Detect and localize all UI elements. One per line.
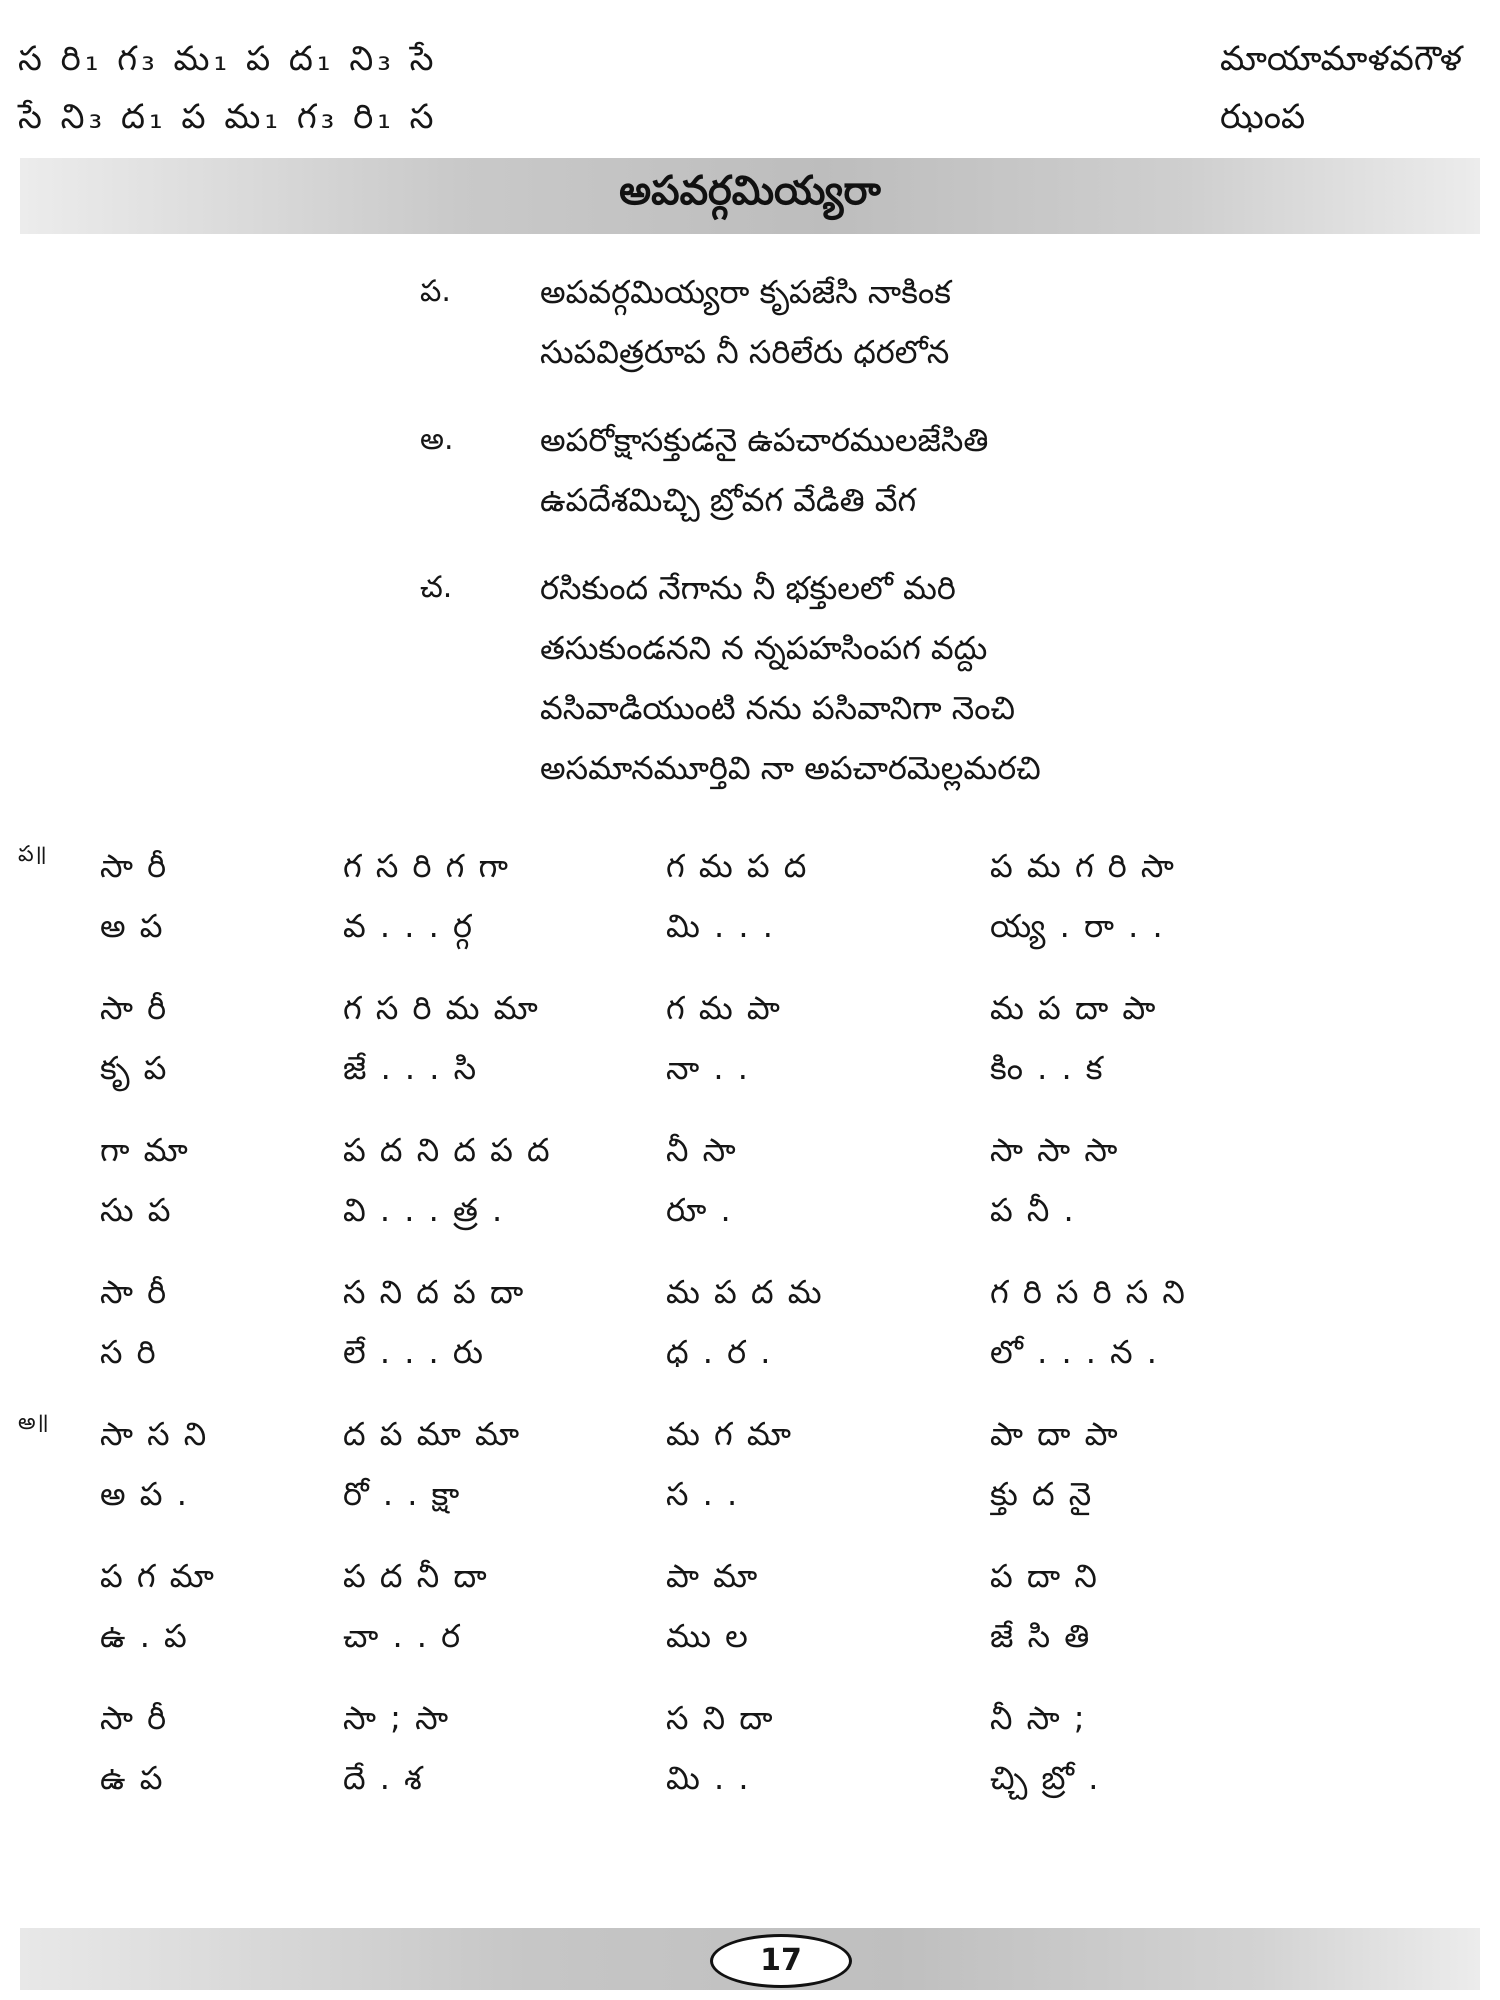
swara-cell: పా దా పా: [990, 1415, 1120, 1453]
swara-cell: సా రీ: [100, 989, 169, 1027]
anupallavi-lyrics: [420, 410, 1120, 530]
sahitya-cell: కృ ప: [100, 1049, 169, 1087]
sahitya-cell: మి . .: [666, 1759, 751, 1797]
swara-cell: ప దా ని: [990, 1557, 1099, 1595]
notation-block: [18, 1120, 1318, 1262]
section-marker: చ.: [420, 570, 453, 605]
scale-block: [18, 30, 438, 146]
sahitya-cell: ము ల: [666, 1617, 750, 1655]
lyric-line: అసమానమూర్తివి నా అపచారమెల్లమరచి: [540, 749, 1041, 787]
raga-block: [1220, 30, 1470, 146]
swara-cell: గ మ పా: [666, 989, 782, 1027]
lyric-line: తసుకుండనని న న్నపహసింపగ వద్దు: [540, 629, 988, 667]
sahitya-cell: ఉ . ప: [100, 1617, 189, 1655]
footer-band: [20, 1928, 1480, 1990]
title-band: [20, 158, 1480, 234]
sahitya-cell: మి . . .: [666, 907, 775, 945]
swara-cell: సా ; సా: [343, 1699, 451, 1737]
notation-block: [18, 1404, 1318, 1546]
swara-cell: మ ప దా పా: [990, 989, 1158, 1027]
section-marker: ప.: [420, 274, 451, 309]
notation-marker: ప॥: [18, 842, 47, 867]
lyric-line: సుపవిత్రరూప నీ సరిలేరు ధరలోన: [540, 333, 950, 371]
sahitya-cell: వ . . . ర్గ: [343, 907, 474, 945]
sahitya-cell: రూ .: [666, 1191, 733, 1229]
swara-cell: నీ సా ;: [990, 1699, 1087, 1737]
sahitya-cell: క్తు ద నై: [990, 1475, 1094, 1513]
lyric-line: వసివాడియుంటి నను పసివానిగా నెంచి: [540, 689, 1015, 727]
swara-cell: సా రీ: [100, 1699, 169, 1737]
notation-block: [18, 1546, 1318, 1688]
swara-cell: ప ద ని ద ప ద: [343, 1131, 552, 1169]
notation-block: [18, 836, 1318, 978]
raga-name: మాయామాళవగౌళ: [1220, 39, 1462, 79]
swara-cell: ప మ గ రి సా: [990, 847, 1176, 885]
swara-cell: గ స రి మ మా: [343, 989, 540, 1027]
swara-cell: స ని దా: [666, 1699, 775, 1737]
sahitya-cell: చా . . ర: [343, 1617, 463, 1655]
section-marker: అ.: [420, 422, 454, 457]
swara-cell: మ ప ద మ: [666, 1273, 824, 1311]
swara-cell: నీ సా: [666, 1131, 738, 1169]
swara-cell: గ రి స రి స ని: [990, 1273, 1187, 1311]
swara-cell: ప ద నీ దా: [343, 1557, 489, 1595]
sahitya-cell: కిం . . క: [990, 1049, 1105, 1087]
sahitya-cell: వి . . . త్ర .: [343, 1191, 505, 1229]
swara-cell: సా రీ: [100, 1273, 169, 1311]
swara-cell: స ని ద ప దా: [343, 1273, 526, 1311]
swara-cell: మ గ మా: [666, 1415, 793, 1453]
swara-cell: గ మ ప ద: [666, 847, 809, 885]
swara-cell: సా సా సా: [990, 1131, 1120, 1169]
page-number: 17: [710, 1934, 852, 1988]
sahitya-cell: సు ప: [100, 1191, 173, 1229]
lyric-line: రసికుంద నేగాను నీ భక్తులలో మరి: [540, 569, 956, 607]
sahitya-cell: ధ . ర .: [666, 1333, 773, 1371]
sahitya-cell: స రి: [100, 1333, 158, 1371]
sahitya-cell: దే . శ: [343, 1759, 424, 1797]
swara-cell: ప గ మా: [100, 1557, 216, 1595]
sahitya-cell: రో . . క్షా: [343, 1475, 462, 1513]
scale-arohana: స రి₁ గ₃ మ₁ ప ద₁ ని₃ సే: [18, 39, 438, 79]
swara-cell: ద ప మా మా: [343, 1415, 522, 1453]
sahitya-cell: లో . . . న .: [990, 1333, 1159, 1371]
sahitya-cell: ఉ ప: [100, 1759, 165, 1797]
swara-cell: గా మా: [100, 1131, 190, 1169]
notation-block: [18, 1688, 1318, 1830]
sahitya-cell: య్య . రా . .: [990, 907, 1165, 945]
sahitya-cell: జే సి తి: [990, 1617, 1092, 1655]
swara-cell: సా రీ: [100, 847, 169, 885]
sahitya-cell: ప నీ .: [990, 1191, 1076, 1229]
sahitya-cell: అ ప: [100, 907, 165, 945]
notation-block: [18, 1262, 1318, 1404]
pallavi-lyrics: [420, 262, 1120, 382]
sahitya-cell: అ ప .: [100, 1475, 189, 1513]
tala-name: ఝంప: [1220, 97, 1306, 137]
swara-cell: గ స రి గ గా: [343, 847, 510, 885]
notation-section: [18, 836, 1318, 1830]
swara-cell: పా మా: [666, 1557, 760, 1595]
sahitya-cell: నా . .: [666, 1049, 750, 1087]
lyric-line: అపరోక్షాసక్తుడనై ఉపచారములజేసితి: [540, 421, 989, 459]
notation-marker: అ॥: [18, 1410, 49, 1435]
lyrics-section: [420, 262, 1120, 826]
sahitya-cell: చ్చి బ్రో .: [990, 1759, 1101, 1797]
charanam-lyrics: [420, 558, 1120, 798]
song-title: అపవర్గమియ్యరా: [619, 168, 881, 214]
swara-cell: సా స ని: [100, 1415, 209, 1453]
lyric-line: ఉపదేశమిచ్చి బ్రోవగ వేడితి వేగ: [540, 481, 917, 519]
notation-block: [18, 978, 1318, 1120]
sahitya-cell: జే . . . సి: [343, 1049, 479, 1087]
sahitya-cell: స . .: [666, 1475, 740, 1513]
sahitya-cell: లే . . . రు: [343, 1333, 485, 1371]
lyric-line: అపవర్గమియ్యరా కృపజేసి నాకింక: [540, 273, 951, 311]
scale-avarohana: సే ని₃ ద₁ ప మ₁ గ₃ రి₁ స: [18, 97, 438, 137]
